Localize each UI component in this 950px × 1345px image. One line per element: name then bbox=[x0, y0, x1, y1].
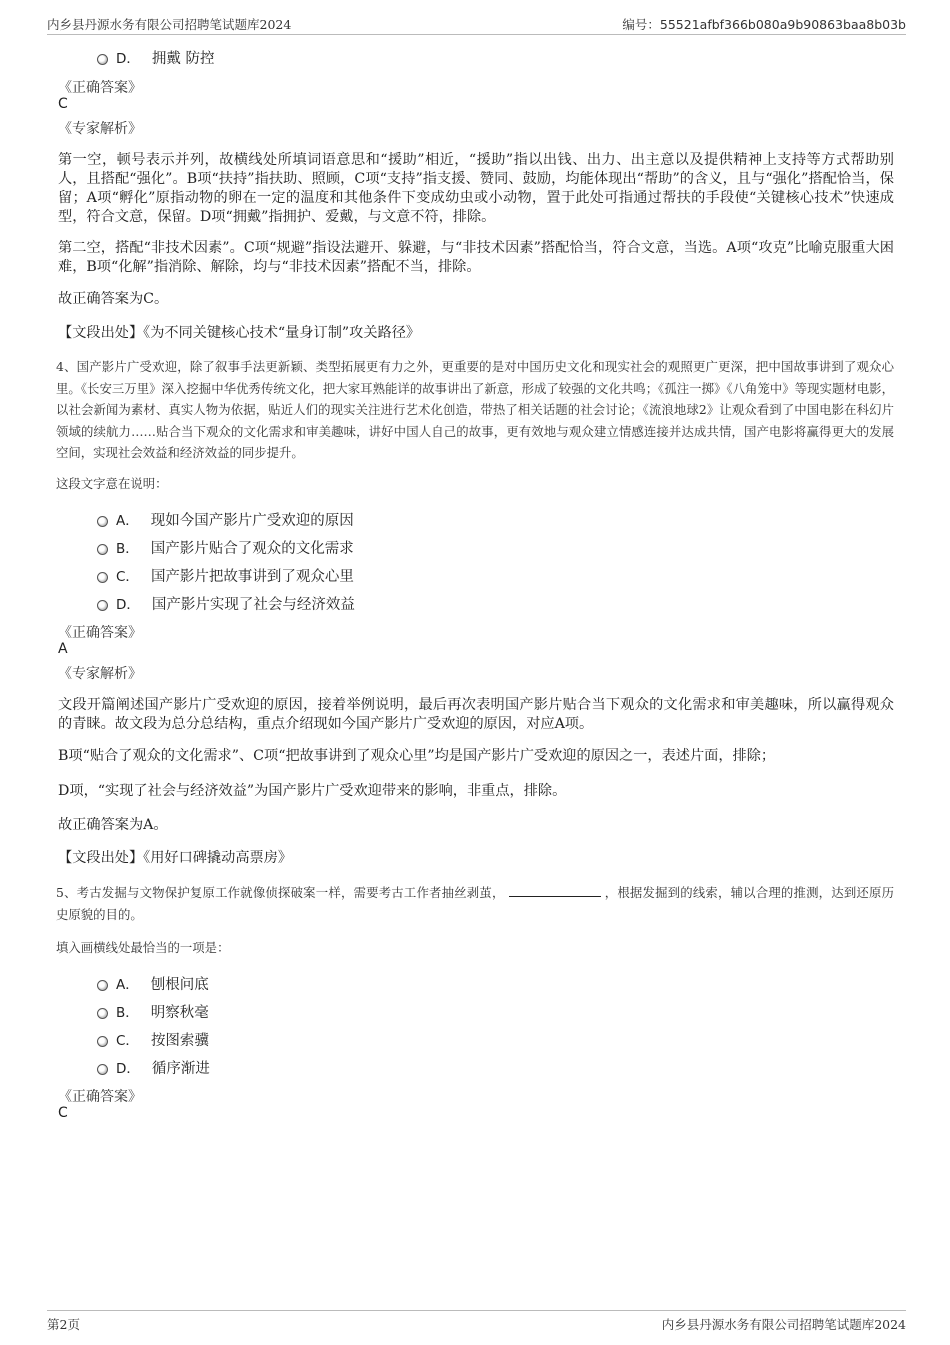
page-number: 第2页 bbox=[47, 1317, 80, 1332]
footer-title: 内乡县丹源水务有限公司招聘笔试题库2024 bbox=[661, 1317, 906, 1332]
header-title: 内乡县丹源水务有限公司招聘笔试题库2024 bbox=[47, 17, 292, 32]
radio-icon[interactable] bbox=[97, 1008, 108, 1019]
radio-icon[interactable] bbox=[97, 544, 108, 555]
radio-icon[interactable] bbox=[97, 600, 108, 611]
radio-icon[interactable] bbox=[97, 54, 108, 65]
q5-option-b[interactable]: B． 明察秋毫 bbox=[97, 1001, 209, 1022]
question-text: 4、国产影片广受欢迎，除了叙事手法更新颖、类型拓展更有力之外，更重要的是对中国历史文化和现实社会的观照更广更深，把中国故事讲到了观众心里。《长安三万里》深入挖掘中华优秀传统文化，把大家耳熟能详的故事讲出了新意，形成了较强的文化共鸣；《孤注一掷》《八角笼中》等现实题材电影，以社会新闻为素材、真实人物为依据，贴近人们的现实关注进行艺术化创造，带热了相关话题的社会讨论；《流浪地球2》让观众看到了中国电影在科幻片领域的续航力……贴合当下观众的文化需求和审美趣味，讲好中国人自己的故事，更有效地与观众建立情感连接并达成共情，国产电影将赢得更大的发展空间，实现社会效益和经济效益的同步提升。 bbox=[56, 359, 894, 460]
analysis-paragraph: 文段开篇阐述国产影片广受欢迎的原因，接着举例说明，最后再次表明国产影片贴合当下观众的文化需求和审美趣味，所以赢得观众的青睐。故文段为总分总结构，重点介绍现如今国产影片广受欢迎的原因，对应A项。 bbox=[58, 697, 894, 732]
document-id: 编号：55521afbf366b080a9b90863baa8b03b bbox=[622, 17, 906, 32]
analysis-paragraph: 第一空，顿号表示并列，故横线处所填词语意思和“援助”相近，“援助”指以出钱、出力、出主意以及提供精神上支持等方式帮助别人，且搭配“强化”。B项“扶持”指扶助、照顾，C项“支持”指支援、赞同、鼓励，均能体现出“帮助”的含义，且与“强化”搭配恰当，保留；A项“孵化”原指动物的卵在一定的温度和其他条件下变成幼虫或小动物，置于此处可指通过帮扶的手段使“关键核心技术”快速成型，符合文意，保留。D项“拥戴”指拥护、爱戴，与文意不符，排除。 bbox=[58, 152, 894, 225]
q5-option-a[interactable]: A． 刨根问底 bbox=[97, 973, 209, 994]
radio-icon[interactable] bbox=[97, 1036, 108, 1047]
answer-value: C bbox=[58, 96, 68, 112]
q4-option-d[interactable]: D． 国产影片实现了社会与经济效益 bbox=[97, 593, 355, 614]
analysis-label: 《专家解析》 bbox=[58, 121, 142, 137]
radio-icon[interactable] bbox=[97, 572, 108, 583]
q4-option-c[interactable]: C． 国产影片把故事讲到了观众心里 bbox=[97, 565, 354, 586]
answer-value: A bbox=[58, 641, 68, 657]
page-header bbox=[47, 12, 906, 35]
question-prompt: 填入画横线处最恰当的一项是： bbox=[56, 940, 230, 955]
radio-icon[interactable] bbox=[97, 980, 108, 991]
analysis-paragraph: D项，“实现了社会与经济效益”为国产影片广受欢迎带来的影响，非重点，排除。 bbox=[58, 783, 567, 799]
answer-label: 《正确答案》 bbox=[58, 1089, 142, 1105]
q5-option-c[interactable]: C． 按图索骥 bbox=[97, 1029, 209, 1050]
source-citation: 【文段出处】《为不同关键核心技术“量身订制”攻关路径》 bbox=[58, 325, 421, 341]
q5-option-d[interactable]: D． 循序渐进 bbox=[97, 1057, 210, 1078]
fill-blank bbox=[509, 884, 601, 897]
answer-label: 《正确答案》 bbox=[58, 80, 142, 96]
page-footer bbox=[47, 1310, 906, 1335]
answer-label: 《正确答案》 bbox=[58, 625, 142, 641]
answer-value: C bbox=[58, 1105, 68, 1121]
q4-option-b[interactable]: B． 国产影片贴合了观众的文化需求 bbox=[97, 537, 354, 558]
question-prompt: 这段文字意在说明： bbox=[56, 476, 168, 491]
radio-icon[interactable] bbox=[97, 1064, 108, 1075]
source-citation: 【文段出处】《用好口碑撬动高票房》 bbox=[58, 850, 293, 866]
analysis-conclusion: 故正确答案为C。 bbox=[58, 291, 169, 307]
radio-icon[interactable] bbox=[97, 516, 108, 527]
analysis-conclusion: 故正确答案为A。 bbox=[58, 817, 168, 833]
analysis-paragraph: 第二空，搭配“非技术因素”。C项“规避”指设法避开、躲避，与“非技术因素”搭配恰当，符合文意，当选。A项“攻克”比喻克服重大困难，B项“化解”指消除、解除，均与“非技术因素”搭配不当，排除。 bbox=[58, 240, 894, 275]
question-text: 5、考古发掘与文物保护复原工作就像侦探破案一样，需要考古工作者抽丝剥茧， ，根据发掘到的线索，辅以合理的推测，达到还原历史原貌的目的。 bbox=[56, 885, 894, 922]
q4-option-a[interactable]: A． 现如今国产影片广受欢迎的原因 bbox=[97, 509, 354, 530]
analysis-paragraph: B项“贴合了观众的文化需求”、C项“把故事讲到了观众心里”均是国产影片广受欢迎的原因之一，表述片面，排除； bbox=[58, 748, 776, 764]
q3-option-d[interactable]: D． 拥戴 防控 bbox=[97, 47, 215, 68]
analysis-label: 《专家解析》 bbox=[58, 666, 142, 682]
